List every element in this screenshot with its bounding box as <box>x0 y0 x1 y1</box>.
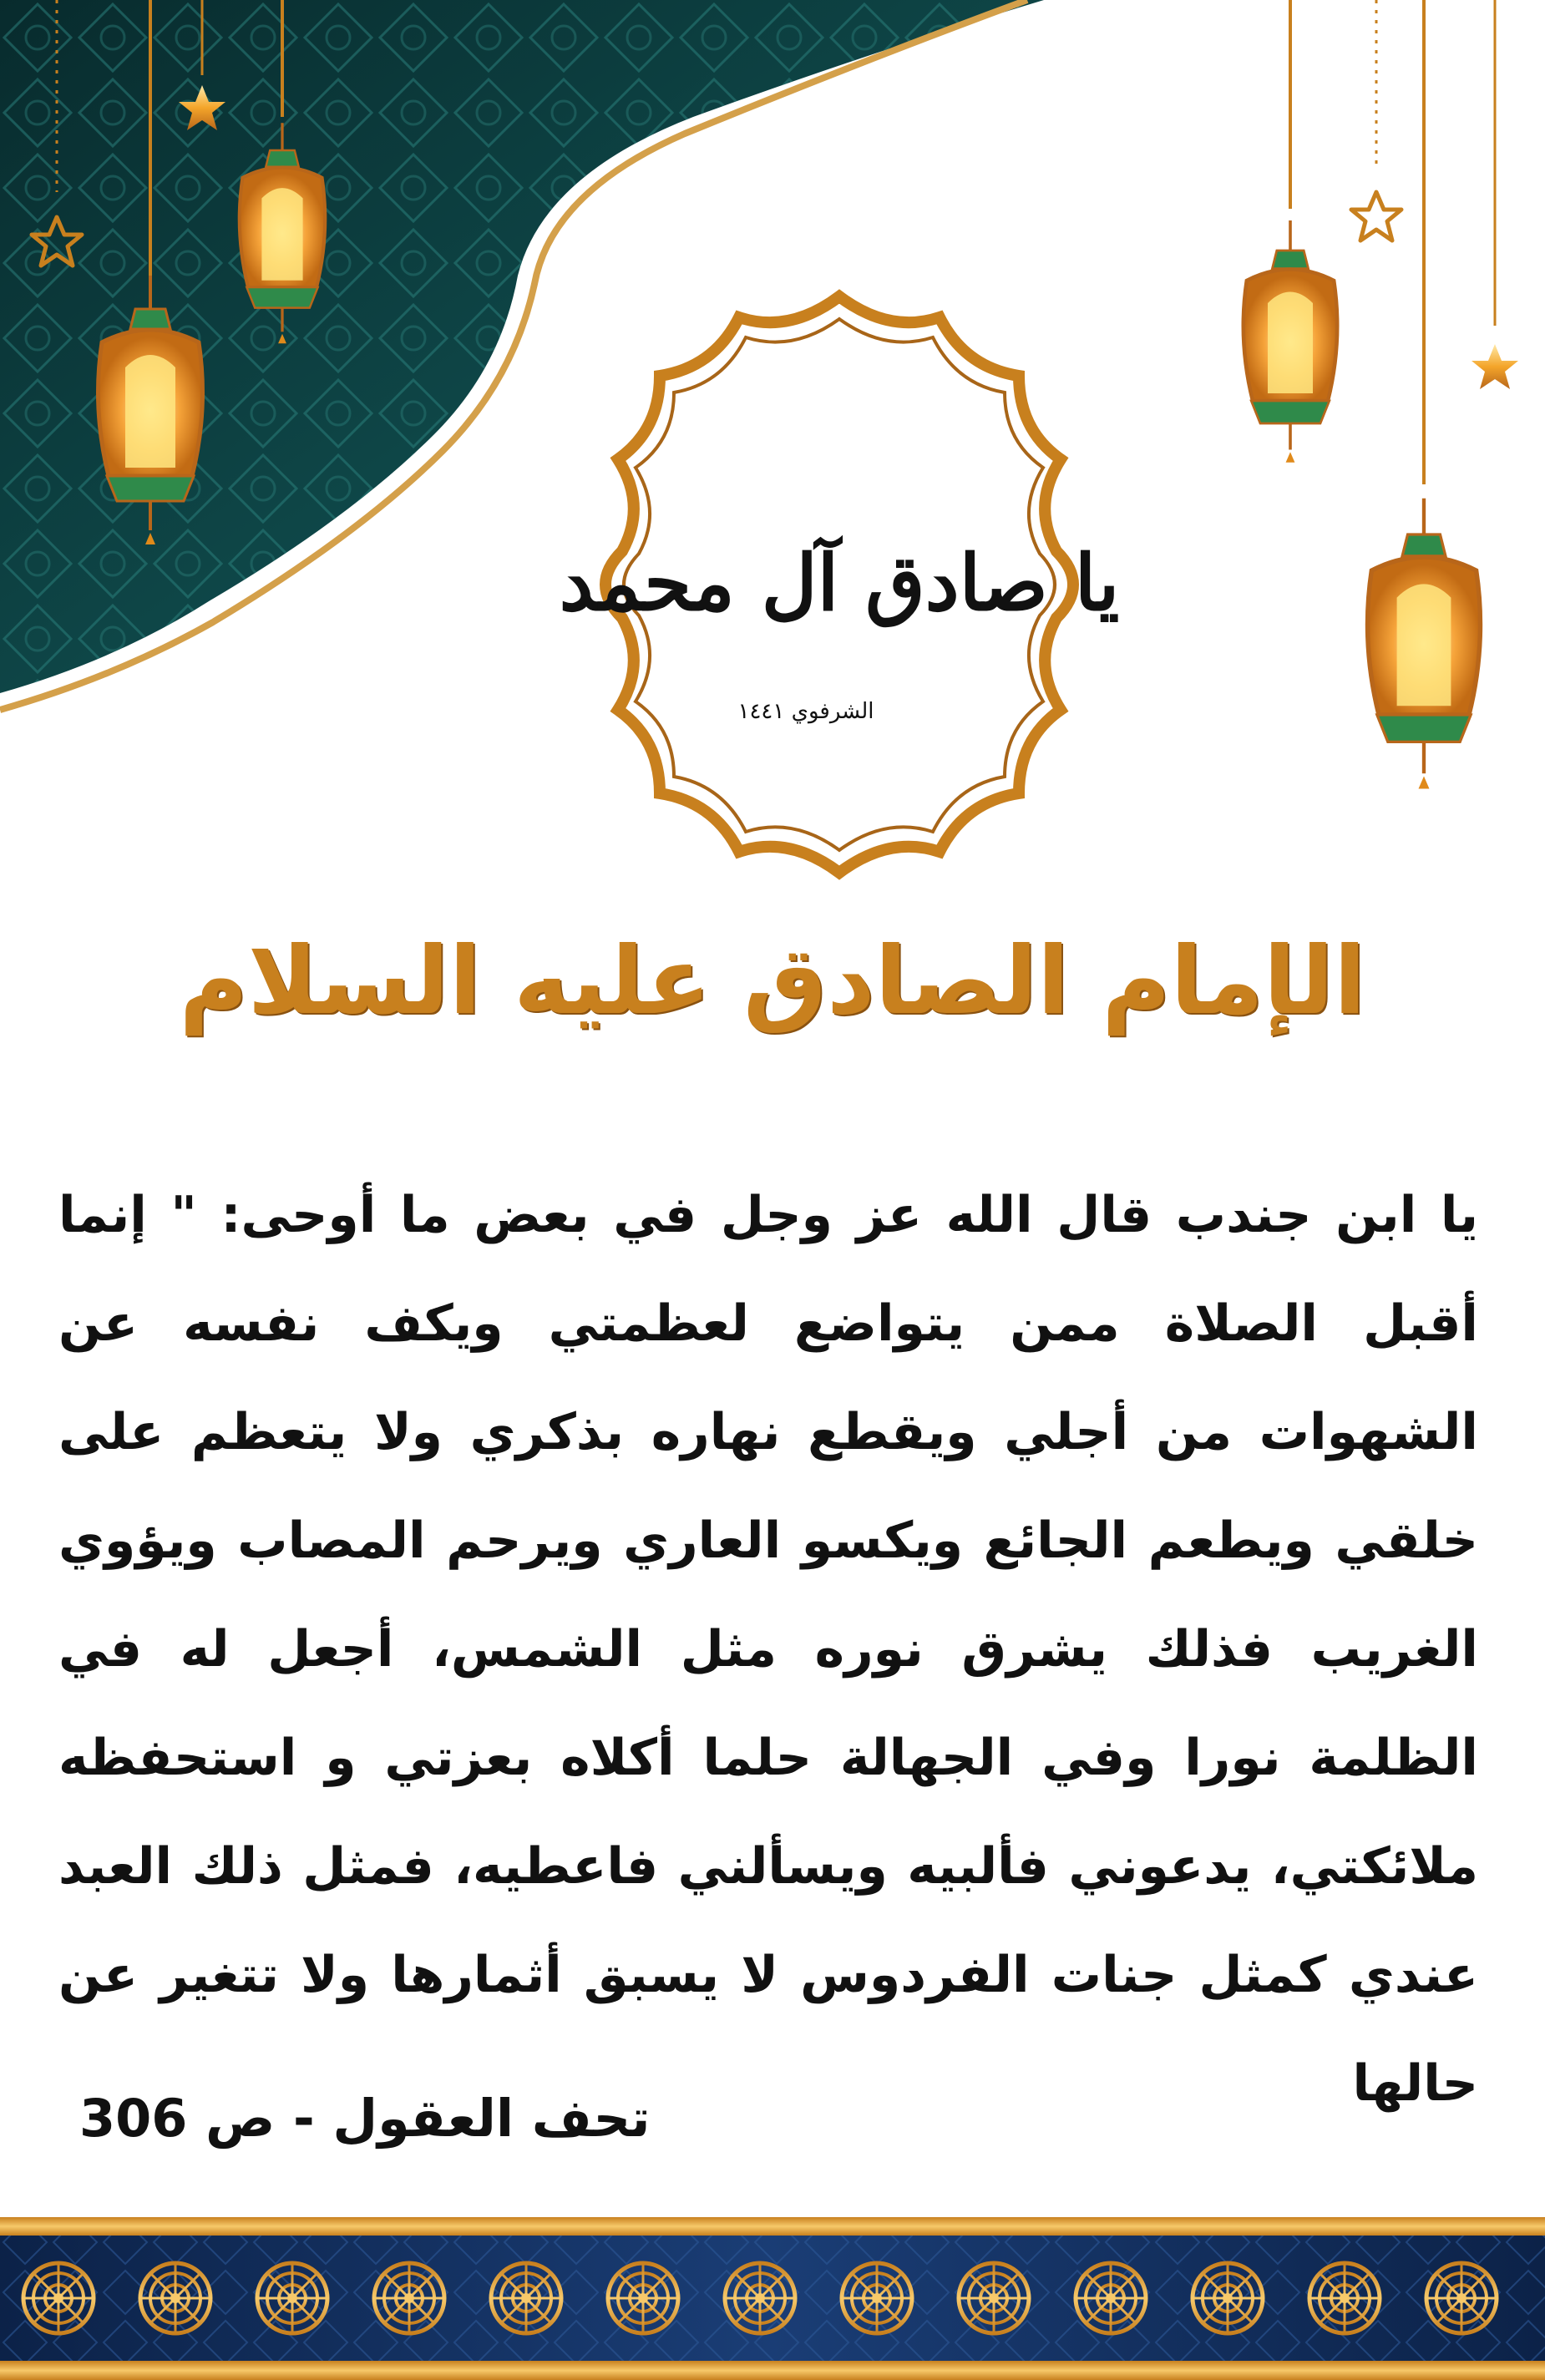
rosette-icon <box>1309 2263 1380 2333</box>
star-icon <box>1472 0 1518 389</box>
calligraphy-medallion <box>560 296 1120 873</box>
header-decoration <box>0 0 1545 919</box>
lantern-icon <box>1368 0 1481 789</box>
lantern-icon <box>1244 0 1338 463</box>
footer-band <box>0 2217 1545 2380</box>
rosette-icon <box>257 2263 327 2333</box>
rosette-icon <box>1193 2263 1263 2333</box>
rosette-icon <box>1426 2263 1497 2333</box>
source-reference: تحف العقول - ص 306 <box>79 2088 651 2149</box>
rosette-icon <box>1076 2263 1146 2333</box>
rosette-icon <box>842 2263 912 2333</box>
rosette-icon <box>608 2263 678 2333</box>
rosette-icon <box>140 2263 210 2333</box>
rosette-icon <box>374 2263 444 2333</box>
page-title: الإمام الصادق عليه السلام <box>179 927 1366 1036</box>
star-icon <box>1351 0 1401 241</box>
rosette-icon <box>725 2263 795 2333</box>
rosette-icon <box>23 2263 94 2333</box>
calligraphy-text: يا صادق آل محمد <box>559 538 1120 628</box>
calligraphy-signature: الشرفوي ١٤٤١ <box>737 699 874 724</box>
rosette-icon <box>491 2263 561 2333</box>
rosette-icon <box>959 2263 1029 2333</box>
hadith-text: يا ابن جندب قال الله عز وجل في بعض ما أوحى: " إنما أقبل الصلاة ممن يتواضع لعظمتي ويكف نفسه عن الشهوات من أجلي ويقطع نهاره بذكري ولا يتعظم على خلقي ويطعم الجائع ويكسو العاري ويرحم المصاب ويؤوي الغريب فذلك يشرق نوره مثل الشمس، أجعل له في الظلمة نورا وفي الجهالة حلما أكلاه بعزتي و استحفظه ملائكتي، يدعوني فألبيه ويسألني فاعطيه، فمثل ذلك العبد عندي كمثل جنات الفردوس لا يسبق أثمارها ولا تتغير عن حالها <box>58 1186 1478 2113</box>
